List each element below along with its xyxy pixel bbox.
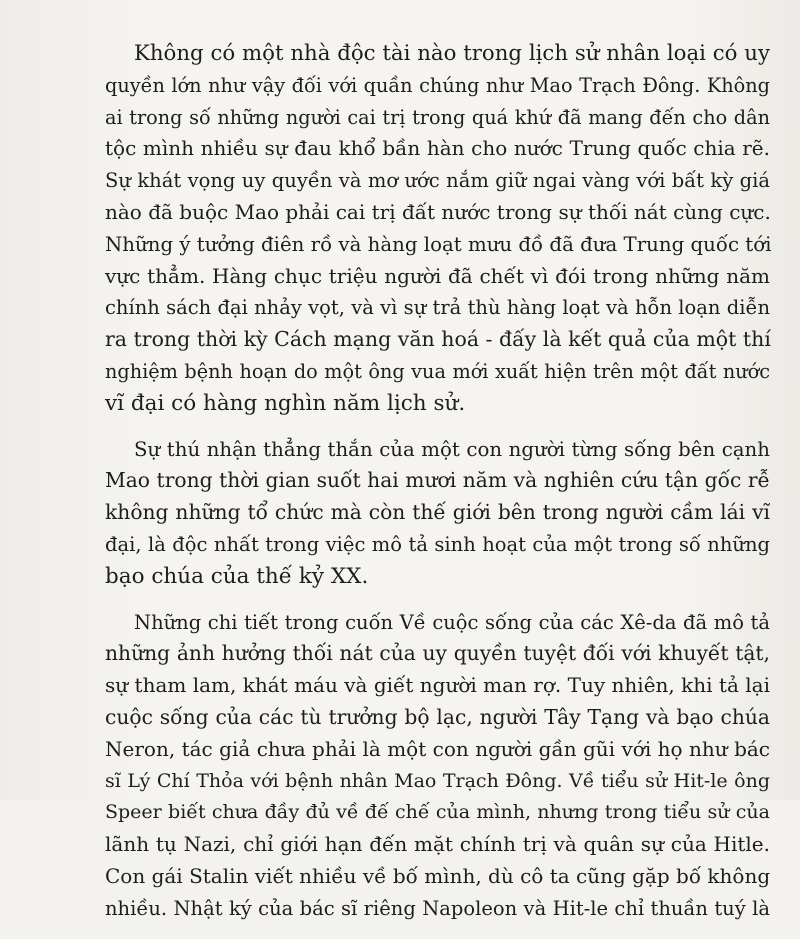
- text-line: Speer biết chưa đầy đủ về đế chế của mình, nhưng trong tiểu sử của: [105, 801, 770, 824]
- text-line: ra trong thời kỳ Cách mạng văn hoá - đấy là kết quả của một thí: [105, 327, 771, 352]
- text-line: Sự khát vọng uy quyền và mơ ước nắm giữ ngai vàng với bất kỳ giá: [105, 169, 770, 193]
- text-line: nghiệm bệnh hoạn do một ông vua mới xuất hiện trên một đất nước: [105, 359, 770, 383]
- text-line: Con gái Stalin viết nhiều về bố mình, dù cô ta cũng gặp bố không: [105, 863, 771, 888]
- text-line: bạo chúa của thế kỷ XX.: [105, 563, 369, 589]
- paragraph-3: [105, 607, 770, 925]
- text-line: nhiều. Nhật ký của bác sĩ riêng Napoleon và Hit-le chỉ thuần tuý là: [105, 896, 770, 920]
- text-line: vực thẳm. Hàng chục triệu người đã chết vì đói trong những năm: [105, 263, 770, 288]
- text-line: không những tổ chức mà còn thế giới bên trong người cầm lái vĩ: [105, 500, 770, 525]
- text-line: ai trong số những người cai trị trong quá khứ đã mang đến cho dân: [105, 105, 770, 129]
- text-line: cuộc sống của các tù trưởng bộ lạc, người Tây Tạng và bạo chúa: [105, 704, 770, 729]
- text-line: nào đã buộc Mao phải cai trị đất nước trong sự thối nát cùng cực.: [105, 199, 771, 224]
- page-body: [105, 38, 770, 939]
- text-line: chính sách đại nhảy vọt, và vì sự trả thù hàng loạt và hỗn loạn diễn: [105, 296, 770, 320]
- text-line: những ảnh hưởng thối nát của uy quyền tuyệt đối với khuyết tật,: [105, 641, 770, 666]
- text-line: tộc mình nhiều sự đau khổ bần hàn cho nước Trung quốc chia rẽ.: [105, 136, 770, 161]
- paragraph-1: [105, 38, 770, 420]
- text-line: quyền lớn như vậy đối với quần chúng như Mao Trạch Đông. Không: [105, 73, 770, 97]
- text-line: Sự thú nhận thẳng thắn của một con người từng sống bên cạnh: [134, 437, 770, 461]
- text-line: sĩ Lý Chí Thỏa với bệnh nhân Mao Trạch Đông. Về tiểu sử Hit-le ông: [105, 769, 770, 792]
- text-line: Những ý tưởng điên rồ và hàng loạt mưu đồ đã đưa Trung quốc tới: [105, 232, 772, 256]
- text-line: Neron, tác giả chưa phải là một con người gần gũi với họ như bác: [105, 736, 770, 761]
- paragraph-2: [105, 434, 770, 593]
- text-line: Không có một nhà độc tài nào trong lịch sử nhân loại có uy: [134, 41, 770, 66]
- text-line: lãnh tụ Nazi, chỉ giới hạn đến mặt chính trị và quân sự của Hitle.: [105, 832, 770, 857]
- text-line: Mao trong thời gian suốt hai mươi năm và nghiên cứu tận gốc rễ: [105, 468, 770, 493]
- text-line: vĩ đại có hàng nghìn năm lịch sử.: [105, 390, 466, 416]
- text-line: sự tham lam, khát máu và giết người man rợ. Tuy nhiên, khi tả lại: [105, 673, 770, 698]
- text-line: đại, là độc nhất trong việc mô tả sinh hoạt của một trong số những: [105, 532, 770, 556]
- text-line: Những chi tiết trong cuốn Về cuộc sống của các Xê-da đã mô tả: [134, 610, 770, 634]
